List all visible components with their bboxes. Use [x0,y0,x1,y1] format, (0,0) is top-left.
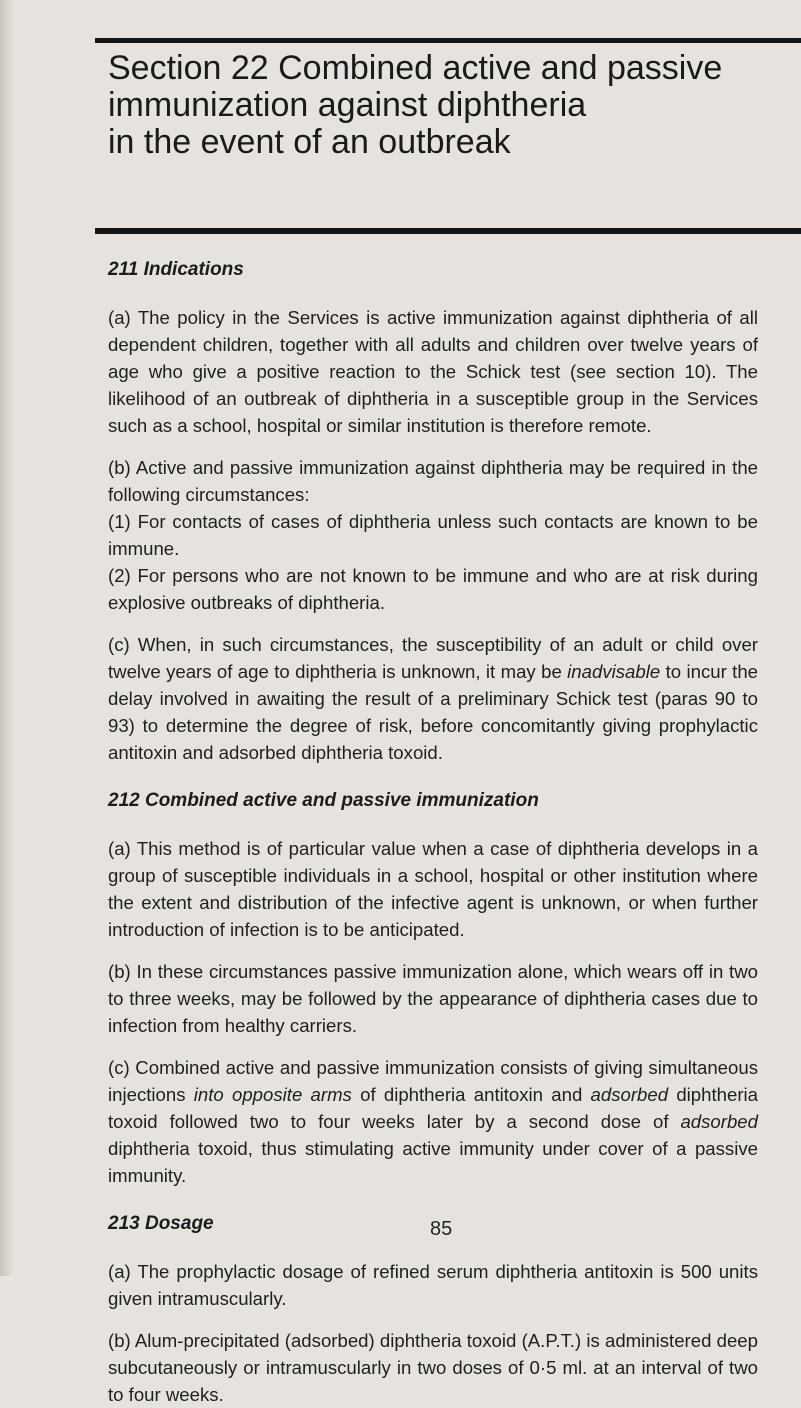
paragraph-213-a: (a) The prophylactic dosage of refined serum diphtheria antitoxin is 500 units given intramuscularly. [108,1261,758,1309]
heading-212-combined-immunization: 212 Combined active and passive immunization [108,790,539,811]
heading-213-dosage: 213 Dosage [108,1213,214,1234]
paragraph-211-a: (a) The policy in the Services is active immunization against diphtheria of all dependent children, together with all adults and children over twelve years of age who give a positive reaction to the Schick test (see section 10). The likelihood of an outbreak of diphtheria in a susceptible group in the Services such as a school, hospital or similar institution is therefore remote. [108,307,758,436]
paragraph-211-b-intro: (b) Active and passive immunization against diphtheria may be required in the following circumstances: [108,457,758,505]
paragraph-212-c-text-1: (c) Combined active and passive immunization consists of giving simultaneous injections [108,1057,758,1105]
paragraph-211-c-emphasis: inadvisable [567,661,661,682]
heading-211-indications: 211 Indications [108,259,244,280]
page-edge-shadow [0,0,14,1276]
section-title [108,50,788,161]
spacer [108,781,758,789]
paragraph-212-c-emphasis-1: into opposite arms [193,1084,352,1105]
paragraph-212-c [108,1054,758,1189]
spacer [108,1204,758,1212]
paragraph-212-b: (b) In these circumstances passive immunization alone, which wears off in two to three weeks, may be followed by the appearance of diphtheria cases due to infection from healthy carriers. [108,961,758,1036]
paragraph-212-c-text-4: diphtheria toxoid, thus stimulating active immunity under cover of a passive immunity. [108,1138,758,1186]
paragraph-212-c-emphasis-2: adsorbed [590,1084,669,1105]
section-title-line-1: Section 22 Combined active and passive [108,49,723,87]
list-item-211-b-1: (1) For contacts of cases of diphtheria unless such contacts are known to be immune. [108,511,758,559]
section-title-line-3: in the event of an outbreak [108,123,511,161]
top-rule [95,38,801,43]
paragraph-212-c-text-3: diphtheria toxoid followed two to four weeks later by a second dose of [108,1084,758,1132]
section-title-line-2: immunization against diphtheria [108,86,587,124]
paragraph-211-b [108,454,758,616]
paragraph-211-c [108,631,758,766]
paragraph-213-b: (b) Alum-precipitated (adsorbed) diphtheria toxoid (A.P.T.) is administered deep subcutaneously or intramuscularly in two doses of 0·5 ml. at an interval of two to four weeks. [108,1330,758,1405]
paragraph-211-c-text-1: (c) When, in such circumstances, the susceptibility of an adult or child over twelve years of age to diphtheria is unknown, it may be [108,634,758,682]
section-rule [95,228,801,234]
paragraph-211-c-text-2: to incur the delay involved in awaiting the result of a preliminary Schick test (paras 90 to 93) to determine the degree of risk, before concomitantly giving prophylactic antitoxin and adsorbed diphtheria toxoid. [108,661,759,763]
paragraph-212-a: (a) This method is of particular value when a case of diphtheria develops in a group of susceptible individuals in a school, hospital or other institution where the extent and distribution of the infective agent is unknown, or when further introduction of infection is to be anticipated. [108,838,758,940]
list-item-211-b-2: (2) For persons who are not known to be immune and who are at risk during explosive outbreaks of diphtheria. [108,565,758,613]
page-number: 85 [430,1218,453,1240]
paragraph-212-c-emphasis-3: adsorbed [680,1111,758,1132]
paragraph-212-c-text-2: of diphtheria antitoxin and [351,1084,591,1105]
